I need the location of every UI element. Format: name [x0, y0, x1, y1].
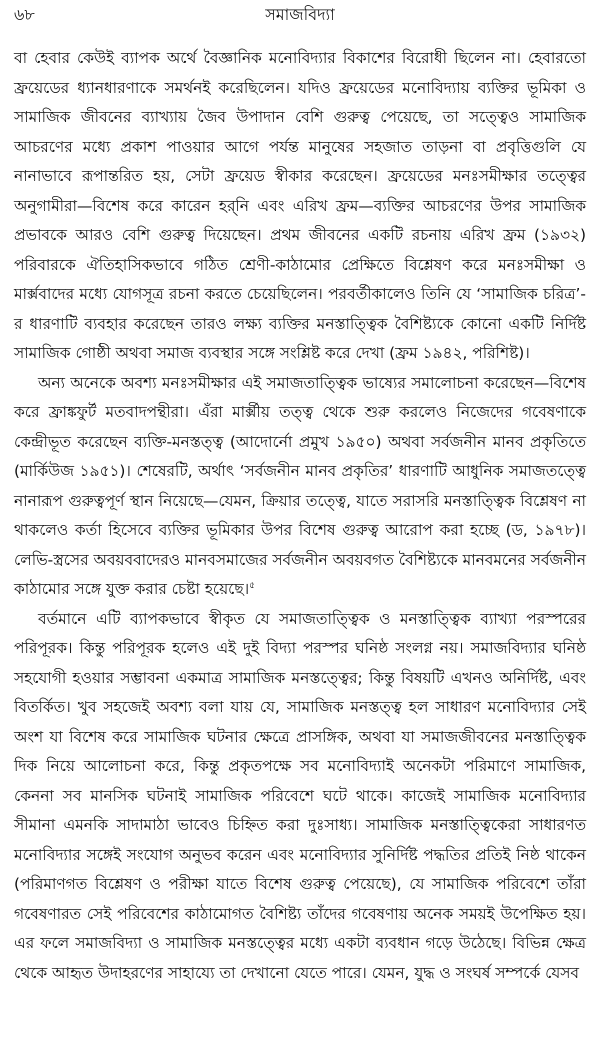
footnote-marker: ৫ [249, 580, 256, 591]
body-text [14, 44, 586, 988]
paragraph-2-text: অন্য অনেকে অবশ্য মনঃসমীক্ষার এই সমাজতাত্ত্বিক ভাষ্যের সমালোচনা করেছেন—বিশেষ করে ফ্রাঙ্কফুর্ট মতবাদপন্থীরা। এঁরা মার্ক্সীয় তত্ত্ব থেকে শুরু করলেও নিজেদের গবেষণাকে কেন্দ্রীভূত করেছেন ব্যক্তি-মনস্তত্ত্ব (আদোর্নো প্রমুখ ১৯৫০) অথবা সর্বজনীন মানব প্রকৃতিতে (মার্কিউজ ১৯৫১)। শেষেরটি, অর্থাৎ ‘সর্বজনীন মানব প্রকৃতির’ ধারণাটি আধুনিক সমাজতত্ত্বে নানারূপ গুরুত্বপূর্ণ স্থান নিয়েছে—যেমন, ক্রিয়ার তত্ত্বে, যাতে সরাসরি মনস্তাত্ত্বিক বিশ্লেষণ না থাকলেও কর্তা হিসেবে ব্যক্তির ভূমিকার উপর বিশেষ গুরুত্ব আরোপ করা হচ্ছে (ড, ১৯৭৮)। লেভি-স্ত্রসের অবয়ববাদেরও মানবসমাজের সর্বজনীন অবয়বগত বৈশিষ্ট্যকে মানবমনের সর্বজনীন কাঠামোর সঙ্গে যুক্ত করার চেষ্টা হয়েছে। [14, 373, 586, 598]
paragraph-3 [14, 605, 586, 989]
paragraph-1-text: বা হেবার কেউই ব্যাপক অর্থে বৈজ্ঞানিক মনোবিদ্যার বিকাশের বিরোধী ছিলেন না। হেবারতো ফ্রয়েডের ধ্যানধারণাকে সমর্থনই করেছিলেন। যদিও ফ্রয়েডের মনোবিদ্যায় ব্যক্তির ভূমিকা ও সামাজিক জীবনের ব্যাখ্যায় জৈব উপাদান বেশি গুরুত্ব পেয়েছে, তা সত্ত্বেও সামাজিক আচরণের মধ্যে প্রকাশ পাওয়ার আগে পর্যন্ত মানুষের সহজাত তাড়না বা প্রবৃত্তিগুলি যে নানাভাবে রূপান্তরিত হয়, সেটা ফ্রয়েড স্বীকার করেছেন। ফ্রয়েডের মনঃসমীক্ষার তত্ত্বের অনুগামীরা—বিশেষ করে কারেন হর্‌নি এবং এরিখ ফ্রম—ব্যক্তির আচরণের উপর সামাজিক প্রভাবকে আরও বেশি গুরুত্ব দিয়েছেন। প্রথম জীবনের একটি রচনায় এরিখ ফ্রম (১৯৩২) পরিবারকে ঐতিহাসিকভাবে গঠিত শ্রেণী-কাঠামোর প্রেক্ষিতে বিশ্লেষণ করে মনঃসমীক্ষা ও মার্ক্সবাদের মধ্যে যোগসূত্র রচনা করতে চেয়েছিলেন। পরবর্তীকালেও তিনি যে ‘সামাজিক চরিত্র’-র ধারণাটি ব্যবহার করেছেন তারও লক্ষ্য ব্যক্তির মনস্তাত্ত্বিক বৈশিষ্ট্যকে কোনো একটি নির্দিষ্ট সামাজিক গোষ্ঠী অথবা সমাজ ব্যবস্থার সঙ্গে সংশ্লিষ্ট করে দেখা (ফ্রম ১৯৪২, পরিশিষ্ট)। [14, 49, 586, 362]
paragraph-1 [14, 44, 586, 369]
running-title: সমাজবিদ্যা [265, 5, 335, 24]
page-number: ৬৮ [14, 5, 35, 24]
paragraph-2 [14, 369, 586, 605]
paragraph-3-text: বর্তমানে এটি ব্যাপকভাবে স্বীকৃত যে সমাজতাত্ত্বিক ও মনস্তাত্ত্বিক ব্যাখ্যা পরস্পরের পরিপূরক। কিন্তু পরিপূরক হলেও এই দুই বিদ্যা পরস্পর ঘনিষ্ঠ সংলগ্ন নয়। সমাজবিদ্যার ঘনিষ্ঠ সহযোগী হওয়ার সম্ভাবনা একমাত্র সামাজিক মনস্তত্ত্বের; কিন্তু বিষয়টি এখনও অনির্দিষ্ট, এবং বিতর্কিত। খুব সহজেই অবশ্য বলা যায় যে, সামাজিক মনস্তত্ত্ব হল সাধারণ মনোবিদ্যার সেই অংশ যা বিশেষ করে সামাজিক ঘটনার ক্ষেত্রে প্রাসঙ্গিক, অথবা যা সমাজজীবনের মনস্তাত্ত্বিক দিক নিয়ে আলোচনা করে, কিন্তু প্রকৃতপক্ষে সব মনোবিদ্যাই অনেকটা পরিমাণে সামাজিক, কেননা সব মানসিক ঘটনাই সামাজিক পরিবেশে ঘটে থাকে। কাজেই সামাজিক মনোবিদ্যার সীমানা এমনকি সাদামাঠা ভাবেও চিহ্নিত করা দুঃসাধ্য। সামাজিক মনস্তাত্ত্বিকেরা সাধারণত মনোবিদ্যার সঙ্গেই সংযোগ অনুভব করেন এবং মনোবিদ্যার সুনির্দিষ্ট পদ্ধতির প্রতিই নিষ্ঠ থাকেন (পরিমাণগত বিশ্লেষণ ও পরীক্ষা যাতে বিশেষ গুরুত্ব পেয়েছে), যে সামাজিক পরিবেশে তাঁরা গবেষণারত সেই পরিবেশের কাঠামোগত বৈশিষ্ট্য তাঁদের গবেষণায় অনেক সময়ই উপেক্ষিত হয়। এর ফলে সমাজবিদ্যা ও সামাজিক মনস্তত্ত্বের মধ্যে একটা ব্যবধান গড়ে উঠেছে। বিভিন্ন ক্ষেত্র থেকে আহৃত উদাহরণের সাহায্যে তা দেখানো যেতে পারে। যেমন, যুদ্ধ ও সংঘর্ষ সম্পর্কে যেসব [14, 609, 586, 982]
running-header [0, 4, 600, 30]
